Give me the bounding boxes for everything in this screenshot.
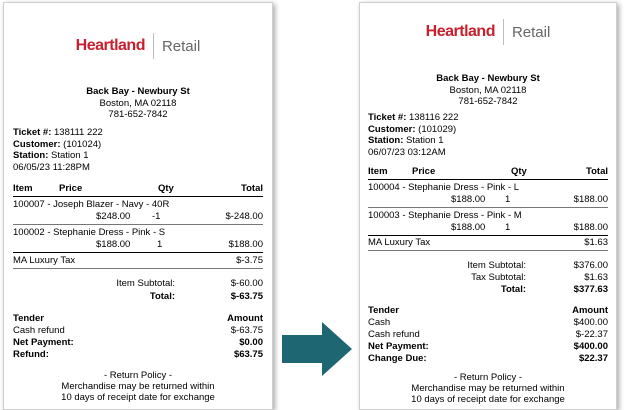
policy-line: 10 days of receipt date for exchange [61,392,215,403]
tender-row-label: Cash refund [13,325,65,336]
items-end-divider [368,235,608,236]
ticket-number: 138111 222 [54,127,103,138]
line-item-total: $188.00 [573,194,608,205]
item-subtotal-label: Item Subtotal: [467,260,526,271]
amount-header: Amount [572,305,608,316]
tender-row-value: $400.00 [573,317,608,328]
tender-row-value: $-22.37 [575,329,608,340]
col-header-price: Price [412,166,436,177]
logo-divider [503,19,504,45]
col-header-item: Item [368,166,388,177]
change-due-value: $22.37 [578,353,608,364]
store-phone: 781-652-7842 [458,96,518,107]
total-label: Total: [500,284,526,295]
tender-row-label: Cash refund [368,329,420,340]
store-phone: 781-652-7842 [108,109,168,120]
col-header-item: Item [13,183,33,194]
ticket-info [368,112,459,158]
tax-subtotal-value: $1.63 [584,272,608,283]
customer-label: Customer: [368,123,416,135]
receipt-exchange [359,2,617,410]
line-item-qty: 1 [157,239,163,250]
total-value: $377.63 [573,284,608,295]
item-divider [368,207,608,208]
tender-header: Tender [13,313,44,324]
store-name: Back Bay - Newbury St [436,73,540,84]
header-divider [13,196,263,197]
brand-name: Heartland [75,37,145,54]
return-policy [360,372,616,405]
col-header-qty: Qty [511,166,527,177]
change-due-label: Change Due: [368,353,427,364]
line-item-total: $188.00 [228,239,263,250]
ticket-datetime: 06/07/23 03:12AM [368,146,446,158]
return-policy [4,370,272,403]
line-item-total: $188.00 [573,222,608,233]
tax-label: MA Luxury Tax [368,237,431,248]
product-name: Retail [511,23,551,41]
station-value: Station 1 [406,135,444,146]
customer-id: (101024) [63,138,102,150]
policy-title: - Return Policy - [103,370,173,381]
line-item-qty: -1 [152,211,161,222]
header-divider [368,179,608,180]
net-payment-label: Net Payment: [368,341,429,352]
customer-id: (101029) [418,123,457,135]
heartland-retail-logo [360,19,616,41]
heartland-retail-logo [4,33,272,55]
amount-header: Amount [227,313,263,324]
product-name: Retail [161,37,201,55]
total-value: $-63.75 [230,291,263,302]
net-payment-value: $0.00 [239,337,263,348]
ticket-datetime: 06/05/23 11:28PM [13,161,90,173]
station-value: Station 1 [51,150,89,161]
store-name: Back Bay - Newbury St [86,86,190,97]
store-city: Boston, MA 02118 [449,84,527,96]
tax-subtotal-label: Tax Subtotal: [471,272,526,283]
right-arrow-icon [282,322,352,376]
tender-header: Tender [368,305,399,316]
line-item-desc: 100003 - Stephanie Dress - Pink - M [368,210,522,221]
store-info [4,86,272,121]
line-item-total: $-248.00 [225,211,263,222]
col-header-total: Total [586,166,608,177]
line-item-desc: 100002 - Stephanie Dress - Pink - S [13,227,166,238]
ticket-number: 138116 222 [409,112,459,123]
tax-divider [368,250,608,251]
tax-divider [13,268,263,269]
item-subtotal-value: $-60.00 [230,278,263,289]
receipt-original [3,2,273,410]
policy-line: Merchandise may be returned within [411,383,565,394]
item-divider [13,224,263,225]
ticket-info [13,127,103,173]
policy-line: Merchandise may be returned within [61,381,215,392]
policy-title: - Return Policy - [453,372,523,383]
item-subtotal-label: Item Subtotal: [116,278,175,289]
tender-row-label: Cash [368,317,391,328]
store-info [360,73,616,108]
total-label: Total: [149,291,175,302]
line-item-price: $188.00 [96,239,131,250]
col-header-qty: Qty [158,183,174,194]
refund-label: Refund: [13,349,49,360]
col-header-total: Total [241,183,263,194]
line-item-qty: 1 [505,194,511,205]
policy-line: 10 days of receipt date for exchange [411,394,565,405]
station-label: Station: [368,135,404,146]
tax-value: $-3.75 [236,255,263,266]
store-city: Boston, MA 02118 [99,97,177,109]
line-item-price: $188.00 [451,194,486,205]
tax-value: $1.63 [584,237,608,248]
brand-name: Heartland [425,23,495,40]
ticket-label: Ticket #: [13,127,52,138]
refund-value: $63.75 [233,349,263,360]
tender-row-value: $-63.75 [230,325,263,336]
customer-label: Customer: [13,138,61,150]
tax-label: MA Luxury Tax [13,255,76,266]
logo-divider [153,33,154,59]
net-payment-label: Net Payment: [13,337,74,348]
items-end-divider [13,252,263,253]
line-item-desc: 100004 - Stephanie Dress - Pink - L [368,182,520,193]
line-item-price: $248.00 [96,211,131,222]
line-item-desc: 100007 - Joseph Blazer - Navy - 40R [13,199,170,210]
line-item-price: $188.00 [451,222,486,233]
ticket-label: Ticket #: [368,112,407,123]
net-payment-value: $400.00 [573,341,608,352]
col-header-price: Price [59,183,83,194]
item-subtotal-value: $376.00 [573,260,608,271]
station-label: Station: [13,150,49,161]
line-item-qty: 1 [505,222,511,233]
